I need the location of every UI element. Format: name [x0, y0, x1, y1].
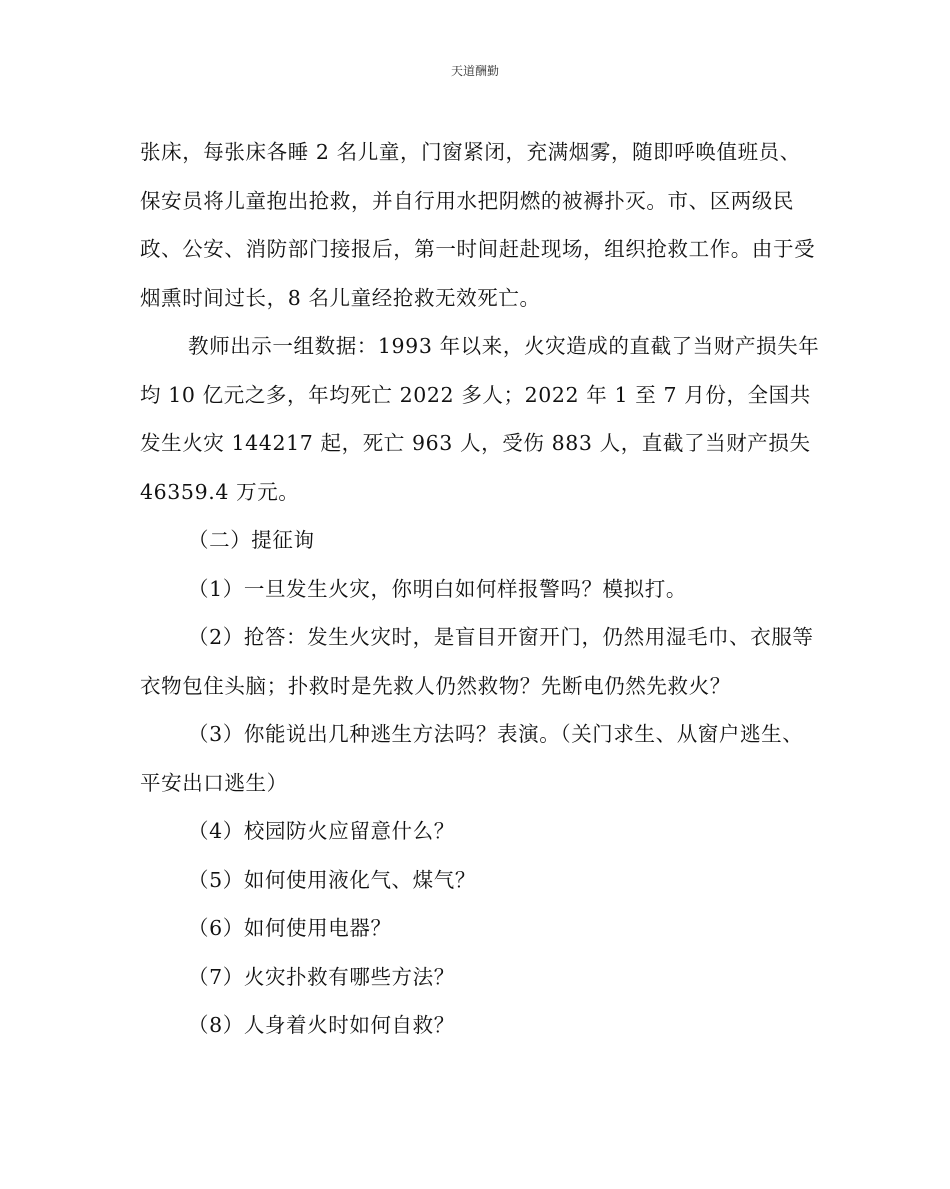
document-body	[140, 128, 820, 1050]
section-heading-questions: （二）提征询	[188, 528, 315, 552]
question-5: （5）如何使用液化气、煤气？	[188, 867, 476, 892]
question-3: （3）你能说出几种逃生方法吗？表演。（关门求生、从窗户逃生、平安出口逃生）	[140, 722, 804, 795]
question-1: （1）一旦发生火灾，你明白如何样报警吗？模拟打。	[188, 576, 687, 601]
paragraph-fire-statistics: 教师出示一组数据：1993 年以来，火灾造成的直截了当财产损失年均 10 亿元之多，年均死亡 2022 多人；2022 年 1 至 7 月份，全国共发生火灾 144217 起，死亡 963 人，受伤 883 人，直截了当财产损失 46359.4 万元。	[140, 334, 820, 504]
question-2: （2）抢答：发生火灾时，是盲目开窗开门，仍然用湿毛巾、衣服等衣物包住头脑；扑救时是先救人仍然救物？先断电仍然先救火？	[140, 625, 814, 698]
question-7: （7）火灾扑救有哪些方法？	[188, 964, 455, 989]
question-8: （8）人身着火时如何自救？	[188, 1013, 455, 1037]
page-header: 天道酬勤	[450, 64, 499, 78]
question-4: （4）校园防火应留意什么？	[188, 819, 455, 843]
paragraph-fire-incident: 张床，每张床各睡 2 名儿童，门窗紧闭，充满烟雾，随即呼唤值班员、保安员将儿童抱出抢救，并自行用水把阴燃的被褥扑灭。市、区两级民政、公安、消防部门接报后，第一时间赶赴现场，组织抢救工作。由于受烟熏时间过长，8 名儿童经抢救无效死亡。	[140, 140, 816, 310]
question-6: （6）如何使用电器？	[188, 916, 392, 940]
